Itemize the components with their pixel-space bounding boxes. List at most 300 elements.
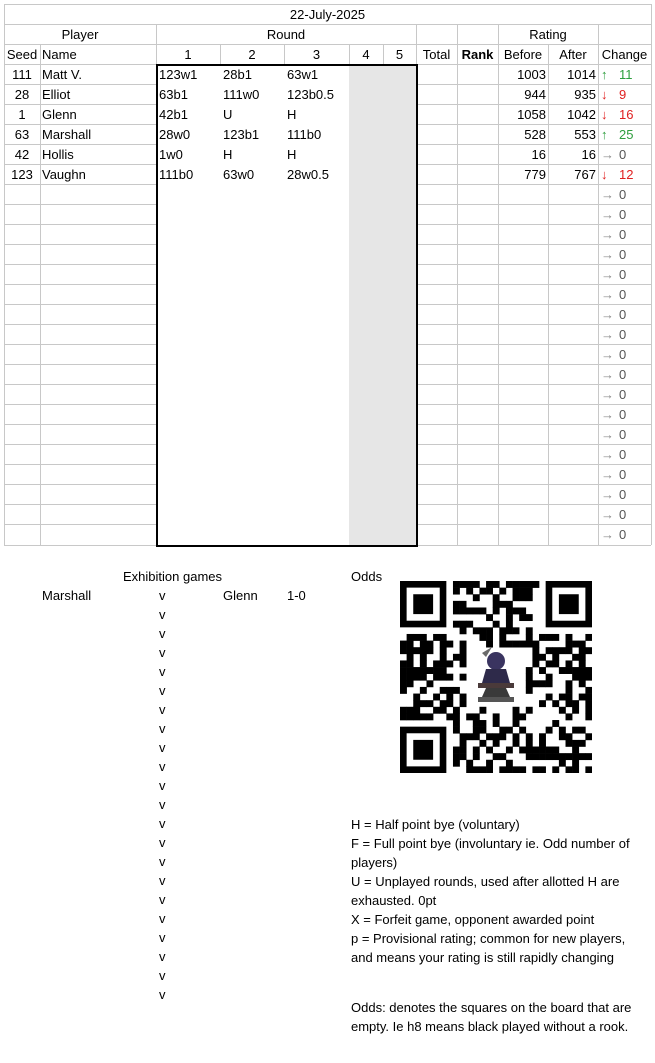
qr-module	[499, 733, 506, 740]
qr-module	[546, 680, 553, 687]
qr-module	[440, 687, 447, 694]
qr-module	[473, 627, 480, 634]
qr-module	[585, 674, 592, 681]
qr-module	[473, 747, 480, 754]
qr-module	[400, 674, 407, 681]
player-rating-after: 935	[574, 87, 596, 102]
qr-module	[539, 747, 546, 754]
change-arrow-icon: ↓	[601, 87, 608, 102]
qr-module	[579, 680, 586, 687]
qr-module	[440, 674, 447, 681]
qr-module	[486, 634, 493, 641]
empty-rating-change: 0	[619, 387, 627, 402]
change-arrow-icon: →	[601, 247, 614, 262]
qr-module	[407, 680, 414, 687]
qr-module	[440, 641, 447, 648]
header-round: Round	[266, 27, 306, 42]
exhibition-vs: v	[159, 797, 166, 812]
grid-hline	[416, 424, 651, 425]
qr-module	[407, 660, 414, 667]
qr-module	[546, 634, 553, 641]
qr-module	[433, 660, 440, 667]
exhibition-vs: v	[159, 854, 166, 869]
player-rating-change: 0	[619, 147, 627, 162]
qr-module	[572, 707, 579, 714]
qr-module	[446, 713, 453, 720]
qr-module	[552, 720, 559, 727]
qr-module	[519, 594, 526, 601]
qr-finder	[559, 594, 579, 614]
grid-hline	[416, 244, 651, 245]
player-name: Matt V.	[42, 67, 82, 82]
exhibition-black: Glenn	[223, 588, 258, 603]
grid-hline	[4, 284, 156, 285]
qr-module	[526, 581, 533, 588]
qr-module	[493, 594, 500, 601]
qr-module	[440, 667, 447, 674]
header-seed: Seed	[6, 47, 38, 62]
qr-module	[506, 581, 513, 588]
player-name: Hollis	[42, 147, 74, 162]
qr-module	[526, 747, 533, 754]
player-rating-change: 12	[619, 167, 634, 182]
header-round-5: 5	[395, 47, 404, 62]
qr-module	[506, 627, 513, 634]
qr-module	[566, 667, 573, 674]
grid-hline	[4, 324, 156, 325]
exhibition-vs: v	[159, 607, 166, 622]
qr-module	[506, 621, 513, 628]
qr-module	[400, 687, 407, 694]
qr-module	[513, 594, 520, 601]
qr-module	[413, 700, 420, 707]
qr-module	[513, 766, 520, 773]
change-arrow-icon: →	[601, 427, 614, 442]
qr-module	[433, 707, 440, 714]
qr-module	[473, 720, 480, 727]
change-arrow-icon: →	[601, 347, 614, 362]
qr-module	[513, 740, 520, 747]
qr-module	[559, 667, 566, 674]
qr-code-icon[interactable]	[400, 581, 592, 773]
player-name: Vaughn	[42, 167, 86, 182]
qr-module	[572, 667, 579, 674]
qr-module	[460, 694, 467, 701]
exhibition-vs: v	[159, 740, 166, 755]
qr-module	[546, 727, 553, 734]
qr-module	[559, 753, 566, 760]
empty-rating-change: 0	[619, 407, 627, 422]
player-rating-before: 1003	[517, 67, 546, 82]
qr-module	[413, 694, 420, 701]
qr-module	[413, 634, 420, 641]
qr-module	[433, 634, 440, 641]
grid-hline	[4, 364, 156, 365]
qr-module	[420, 674, 427, 681]
change-arrow-icon: ↓	[601, 107, 608, 122]
qr-module	[572, 727, 579, 734]
qr-module	[486, 760, 493, 767]
qr-module	[499, 641, 506, 648]
change-arrow-icon: →	[601, 467, 614, 482]
qr-module	[420, 647, 427, 654]
empty-rating-change: 0	[619, 267, 627, 282]
exhibition-vs: v	[159, 930, 166, 945]
header-rank: Rank	[461, 47, 494, 62]
qr-module	[413, 707, 420, 714]
qr-module	[559, 760, 566, 767]
qr-module	[460, 607, 467, 614]
player-rating-after: 553	[574, 127, 596, 142]
qr-module	[526, 634, 533, 641]
qr-module	[585, 700, 592, 707]
grid-hline	[416, 344, 651, 345]
rounds-box	[156, 64, 418, 547]
qr-module	[413, 674, 420, 681]
change-arrow-icon: →	[601, 227, 614, 242]
empty-rating-change: 0	[619, 527, 627, 542]
empty-rating-change: 0	[619, 447, 627, 462]
change-arrow-icon: →	[601, 527, 614, 542]
qr-module	[433, 694, 440, 701]
change-arrow-icon: →	[601, 287, 614, 302]
qr-module	[407, 641, 414, 648]
qr-module	[407, 647, 414, 654]
player-rating-before: 779	[524, 167, 546, 182]
qr-module	[479, 634, 486, 641]
exhibition-result: 1-0	[287, 588, 306, 603]
qr-module	[513, 713, 520, 720]
qr-module	[585, 694, 592, 701]
grid-hline	[416, 364, 651, 365]
qr-module	[473, 753, 480, 760]
player-seed: 63	[14, 127, 30, 142]
qr-module	[566, 641, 573, 648]
qr-module	[519, 727, 526, 734]
grid-vline	[457, 24, 458, 545]
qr-module	[566, 660, 573, 667]
qr-module	[532, 766, 539, 773]
qr-module	[585, 667, 592, 674]
qr-module	[572, 760, 579, 767]
qr-module	[493, 713, 500, 720]
qr-module	[413, 667, 420, 674]
qr-module	[519, 588, 526, 595]
qr-module	[453, 607, 460, 614]
qr-module	[559, 727, 566, 734]
qr-module	[552, 700, 559, 707]
qr-module	[526, 753, 533, 760]
qr-module	[552, 647, 559, 654]
qr-module	[493, 601, 500, 608]
player-round-2: 63w0	[223, 167, 255, 182]
qr-module	[539, 766, 546, 773]
qr-module	[426, 700, 433, 707]
qr-module	[526, 733, 533, 740]
qr-module	[479, 627, 486, 634]
qr-module	[453, 760, 460, 767]
qr-finder	[413, 594, 433, 614]
qr-module	[566, 700, 573, 707]
qr-module	[473, 607, 480, 614]
player-rating-before: 1058	[517, 107, 546, 122]
qr-module	[493, 607, 500, 614]
qr-module	[466, 713, 473, 720]
qr-module	[513, 641, 520, 648]
qr-module	[433, 667, 440, 674]
exhibition-vs: v	[159, 778, 166, 793]
qr-module	[526, 667, 533, 674]
qr-module	[479, 727, 486, 734]
qr-module	[559, 694, 566, 701]
qr-module	[519, 581, 526, 588]
qr-module	[499, 727, 506, 734]
qr-module	[566, 753, 573, 760]
qr-module	[519, 766, 526, 773]
empty-rating-change: 0	[619, 427, 627, 442]
empty-rating-change: 0	[619, 467, 627, 482]
qr-module	[526, 594, 533, 601]
player-round-2: 123b1	[223, 127, 260, 142]
qr-module	[566, 740, 573, 747]
legend-half-bye: H = Half point bye (voluntary)	[351, 817, 520, 832]
qr-module	[460, 601, 467, 608]
qr-module	[400, 713, 407, 720]
qr-module	[579, 667, 586, 674]
qr-module	[400, 667, 407, 674]
qr-module	[460, 700, 467, 707]
qr-module	[426, 647, 433, 654]
qr-module	[473, 581, 480, 588]
qr-module	[407, 667, 414, 674]
pawn-logo-icon	[478, 647, 514, 702]
qr-module	[579, 740, 586, 747]
qr-module	[572, 641, 579, 648]
qr-module	[400, 660, 407, 667]
grid-hline	[4, 244, 156, 245]
player-rating-after: 767	[574, 167, 596, 182]
qr-module	[572, 753, 579, 760]
empty-rating-change: 0	[619, 347, 627, 362]
qr-module	[585, 707, 592, 714]
qr-module	[407, 634, 414, 641]
qr-module	[466, 588, 473, 595]
header-round-3: 3	[312, 47, 321, 62]
header-round-1: 1	[184, 47, 192, 62]
change-arrow-icon: →	[601, 187, 614, 202]
qr-module	[552, 660, 559, 667]
legend-forfeit: X = Forfeit game, opponent awarded point	[351, 912, 595, 927]
change-arrow-icon: →	[601, 207, 614, 222]
player-seed: 42	[14, 147, 30, 162]
qr-module	[420, 687, 427, 694]
header-round-4: 4	[362, 47, 370, 62]
header-round-2: 2	[248, 47, 256, 62]
qr-module	[479, 766, 486, 773]
qr-module	[585, 753, 592, 760]
qr-module	[539, 667, 546, 674]
qr-module	[519, 713, 526, 720]
qr-module	[493, 740, 500, 747]
header-before: Before	[503, 47, 543, 62]
empty-rating-change: 0	[619, 227, 627, 242]
qr-module	[526, 614, 533, 621]
player-round-3: H	[287, 107, 297, 122]
player-round-1: 123w1	[159, 67, 198, 82]
qr-module	[460, 660, 467, 667]
qr-module	[566, 634, 573, 641]
exhibition-vs: v	[159, 987, 166, 1002]
empty-rating-change: 0	[619, 327, 627, 342]
player-rating-before: 16	[531, 147, 546, 162]
qr-module	[493, 733, 500, 740]
qr-module	[585, 647, 592, 654]
header-change: Change	[601, 47, 648, 62]
change-arrow-icon: →	[601, 367, 614, 382]
qr-module	[453, 588, 460, 595]
qr-module	[526, 641, 533, 648]
qr-module	[519, 641, 526, 648]
qr-module	[440, 647, 447, 654]
qr-module	[460, 647, 467, 654]
qr-module	[572, 654, 579, 661]
qr-module	[453, 581, 460, 588]
qr-module	[526, 674, 533, 681]
qr-module	[453, 727, 460, 734]
odds-title: Odds	[351, 569, 383, 584]
qr-module	[519, 607, 526, 614]
qr-module	[506, 760, 513, 767]
qr-module	[566, 713, 573, 720]
qr-module	[546, 660, 553, 667]
qr-module	[453, 601, 460, 608]
player-name: Marshall	[42, 127, 92, 142]
grid-hline	[4, 424, 156, 425]
qr-module	[539, 753, 546, 760]
empty-rating-change: 0	[619, 487, 627, 502]
qr-module	[493, 621, 500, 628]
qr-module	[526, 588, 533, 595]
qr-module	[486, 627, 493, 634]
qr-module	[460, 621, 467, 628]
qr-module	[466, 760, 473, 767]
player-rating-after: 1014	[567, 67, 596, 82]
qr-module	[532, 660, 539, 667]
change-arrow-icon: ↓	[601, 167, 608, 182]
exhibition-vs: v	[159, 588, 166, 603]
qr-module	[460, 627, 467, 634]
qr-module	[532, 647, 539, 654]
grid-hline	[4, 384, 156, 385]
grid-hline	[416, 324, 651, 325]
grid-hline	[416, 404, 651, 405]
grid-hline	[4, 464, 156, 465]
qr-module	[566, 694, 573, 701]
qr-module	[506, 614, 513, 621]
qr-module	[526, 687, 533, 694]
empty-rating-change: 0	[619, 307, 627, 322]
exhibition-vs: v	[159, 759, 166, 774]
exhibition-vs: v	[159, 702, 166, 717]
qr-module	[440, 654, 447, 661]
player-rating-after: 16	[581, 147, 596, 162]
player-name: Elliot	[42, 87, 71, 102]
qr-module	[539, 634, 546, 641]
qr-module	[499, 634, 506, 641]
qr-module	[446, 641, 453, 648]
qr-module	[420, 654, 427, 661]
header-rating: Rating	[529, 27, 567, 42]
qr-module	[460, 581, 467, 588]
change-arrow-icon: →	[601, 387, 614, 402]
qr-module	[579, 674, 586, 681]
qr-module	[526, 707, 533, 714]
qr-module	[572, 747, 579, 754]
qr-module	[552, 654, 559, 661]
qr-module	[532, 747, 539, 754]
qr-module	[453, 687, 460, 694]
legend-provisional: p = Provisional rating; common for new players, and means your rating is still rapidly changing	[351, 931, 626, 965]
player-round-3: H	[287, 147, 297, 162]
player-round-3: 123b0.5	[287, 87, 334, 102]
qr-module	[460, 747, 467, 754]
player-round-3: 28w0.5	[287, 167, 329, 182]
qr-module	[486, 747, 493, 754]
qr-module	[559, 707, 566, 714]
qr-module	[460, 740, 467, 747]
player-round-2: 28b1	[223, 67, 252, 82]
exhibition-vs: v	[159, 911, 166, 926]
player-seed: 1	[18, 107, 26, 122]
qr-module	[532, 654, 539, 661]
qr-module	[532, 753, 539, 760]
exhibition-vs: v	[159, 683, 166, 698]
qr-module	[526, 627, 533, 634]
qr-module	[446, 674, 453, 681]
qr-module	[539, 654, 546, 661]
qr-module	[506, 607, 513, 614]
change-arrow-icon: →	[601, 487, 614, 502]
qr-module	[539, 740, 546, 747]
grid-hline	[416, 304, 651, 305]
qr-module	[579, 647, 586, 654]
qr-module	[453, 621, 460, 628]
legend-unplayed: U = Unplayed rounds, used after allotted H are exhausted. 0pt	[351, 874, 620, 908]
grid-hline	[416, 484, 651, 485]
grid-hline	[416, 504, 651, 505]
qr-module	[572, 674, 579, 681]
qr-module	[479, 607, 486, 614]
qr-module	[460, 733, 467, 740]
exhibition-vs: v	[159, 816, 166, 831]
grid-hline	[416, 464, 651, 465]
change-arrow-icon: →	[601, 407, 614, 422]
qr-module	[400, 647, 407, 654]
grid-hline	[4, 404, 156, 405]
qr-module	[572, 700, 579, 707]
qr-module	[479, 740, 486, 747]
qr-module	[400, 707, 407, 714]
qr-module	[440, 660, 447, 667]
qr-module	[413, 713, 420, 720]
qr-module	[499, 601, 506, 608]
header-after: After	[559, 47, 587, 62]
legend-full-bye: F = Full point bye (involuntary ie. Odd number of players)	[351, 836, 630, 870]
qr-module	[579, 753, 586, 760]
grid-hline	[4, 224, 156, 225]
empty-rating-change: 0	[619, 187, 627, 202]
empty-rating-change: 0	[619, 367, 627, 382]
